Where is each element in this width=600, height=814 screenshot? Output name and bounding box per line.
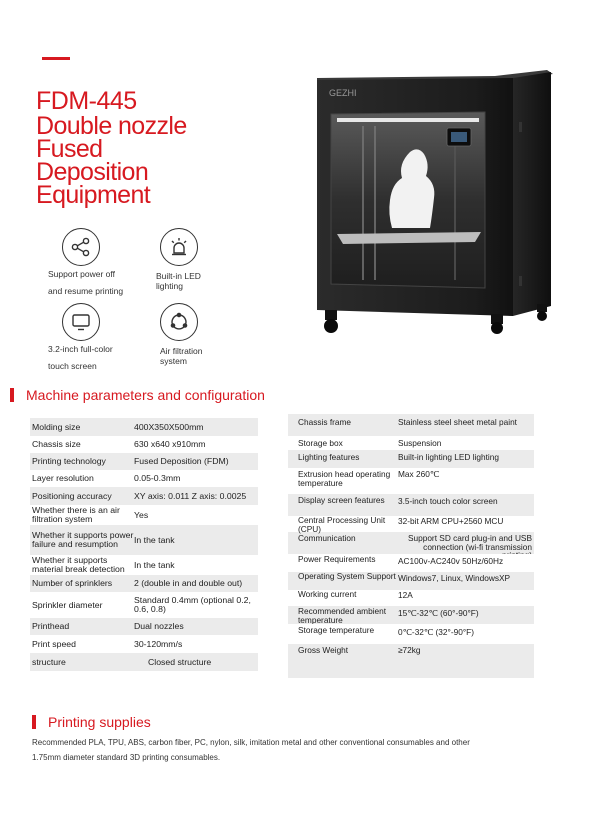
share-nodes-icon	[62, 228, 100, 266]
section-header-supplies	[32, 714, 151, 730]
param-value: Yes	[134, 509, 149, 520]
param-value: AC100v-AC240v 50Hz/60Hz	[398, 556, 504, 566]
table-row	[30, 525, 258, 555]
title-line-2: Fused	[36, 135, 103, 163]
section-header-parameters	[10, 387, 265, 403]
param-key: Chassis size	[32, 439, 81, 449]
table-row	[30, 436, 258, 453]
param-value: 32-bit ARM CPU+2560 MCU	[398, 516, 504, 526]
title-line-1: Double nozzle	[36, 112, 187, 140]
section-title: Machine parameters and configuration	[26, 387, 265, 403]
param-key: Operating System Support	[298, 571, 396, 581]
table-row	[288, 554, 534, 572]
top-accent-bar	[42, 57, 70, 60]
param-value: 15℃-32℃ (60°-90°F)	[398, 608, 479, 618]
param-key: Print speed	[32, 638, 76, 649]
param-key: Working current	[298, 589, 357, 599]
param-value: In the tank	[134, 559, 175, 570]
table-row	[30, 487, 258, 505]
table-row	[288, 624, 534, 644]
table-row	[288, 532, 534, 554]
param-value: Max 260℃	[398, 469, 440, 479]
param-key: Central Processing Unit (CPU)	[298, 515, 386, 534]
table-row	[30, 418, 258, 436]
param-value: ≥72kg	[398, 645, 421, 655]
feature-touch-screen	[48, 303, 113, 375]
parameters-table-right	[288, 414, 534, 678]
table-row	[288, 494, 534, 516]
feature-label: 3.2-inch full-color touch screen	[48, 344, 113, 371]
param-value: 0.05-0.3mm	[134, 473, 181, 483]
table-row	[30, 653, 258, 671]
table-row	[30, 505, 258, 525]
param-value: Fused Deposition (FDM)	[134, 456, 229, 466]
param-value: 400X350X500mm	[134, 421, 204, 432]
param-key: Sprinkler diameter	[32, 599, 103, 610]
section-title: Printing supplies	[48, 714, 151, 730]
param-value: 3.5-inch touch color screen	[398, 496, 498, 506]
param-value: Closed structure	[148, 656, 212, 667]
feature-led-lighting	[152, 228, 201, 291]
param-key: Layer resolution	[32, 473, 94, 483]
air-filtration-icon	[160, 303, 198, 341]
table-row	[30, 453, 258, 470]
printer-brand-logo: GEZHI	[329, 88, 357, 98]
param-key: Communication	[298, 533, 356, 543]
table-row	[288, 468, 534, 494]
param-key: Number of sprinklers	[32, 578, 113, 588]
led-light-icon	[160, 228, 198, 266]
param-key: Lighting features	[298, 452, 360, 462]
param-key: Storage temperature	[298, 625, 375, 635]
param-value: Stainless steel sheet metal paint	[398, 417, 517, 427]
table-row	[288, 516, 534, 532]
param-key: Positioning accuracy	[32, 490, 112, 501]
param-value: 630 x640 x910mm	[134, 439, 206, 449]
table-row	[288, 572, 534, 590]
title-line-3: Deposition	[36, 158, 149, 186]
param-value: XY axis: 0.011 Z axis: 0.0025	[134, 490, 247, 501]
feature-label: Support power off and resume printing	[48, 269, 124, 296]
table-row	[288, 436, 534, 450]
param-key: Extrusion head operating temperature	[298, 469, 391, 488]
feature-air-filtration	[152, 303, 203, 366]
param-value: Dual nozzles	[134, 621, 184, 631]
table-row	[288, 450, 534, 468]
table-row	[288, 590, 534, 606]
param-key: Printhead	[32, 621, 70, 631]
table-row	[288, 418, 534, 436]
param-value: 30-120mm/s	[134, 638, 183, 649]
param-key: Printing technology	[32, 456, 106, 466]
table-row	[30, 618, 258, 635]
table-row	[288, 606, 534, 624]
table-row	[288, 644, 534, 664]
param-value: 12A	[398, 590, 413, 600]
param-value: Support SD card plug-in and USB connection (wi-fi transmission	[407, 533, 532, 552]
param-value: Built-in lighting LED lighting	[398, 452, 500, 462]
table-row	[30, 592, 258, 618]
param-value: Standard 0.4mm (optional 0.2, 0.6, 0.8)	[134, 595, 251, 614]
param-value: In the tank	[134, 534, 175, 545]
table-row	[30, 575, 258, 592]
feature-label: Built-in LED lighting	[156, 271, 201, 291]
monitor-icon	[62, 303, 100, 341]
param-key: Storage box	[298, 438, 343, 448]
param-key: Power Requirements	[298, 554, 376, 564]
parameters-table-left	[30, 418, 258, 671]
param-key: Chassis frame	[298, 417, 352, 427]
model-name: FDM-445	[36, 87, 137, 115]
param-key: structure	[32, 656, 66, 667]
param-key: Display screen features	[298, 495, 385, 505]
param-value: Suspension	[398, 438, 442, 448]
feature-label: Air filtration system	[160, 346, 203, 366]
title-line-4: Equipment	[36, 181, 151, 209]
param-key: Molding size	[32, 421, 81, 432]
printer-product-image	[315, 66, 553, 334]
feature-power-resume	[48, 228, 123, 300]
param-key: Whether it supports material break detection	[32, 555, 125, 574]
param-value: 0℃-32℃ (32°-90°F)	[398, 627, 474, 637]
param-value: 2 (double in and double out)	[134, 578, 243, 588]
param-key: Gross Weight	[298, 645, 349, 655]
product-title	[36, 88, 187, 207]
param-key: Whether there is an air filtration system	[32, 505, 120, 524]
table-row	[30, 470, 258, 487]
param-value: Windows7, Linux, WindowsXP	[398, 573, 511, 583]
table-row	[30, 635, 258, 653]
param-key: Recommended ambient temperature	[298, 606, 387, 625]
section-accent-bar	[32, 715, 36, 729]
section-accent-bar	[10, 388, 14, 402]
table-row	[30, 555, 258, 575]
supplies-description: Recommended PLA, TPU, ABS, carbon fiber, PC, nylon, silk, imitation metal and other conventional consumables and other 1.75mm diameter standard 3D printing consumables.	[32, 738, 470, 762]
param-key: Whether it supports power failure and resumption	[32, 530, 134, 549]
